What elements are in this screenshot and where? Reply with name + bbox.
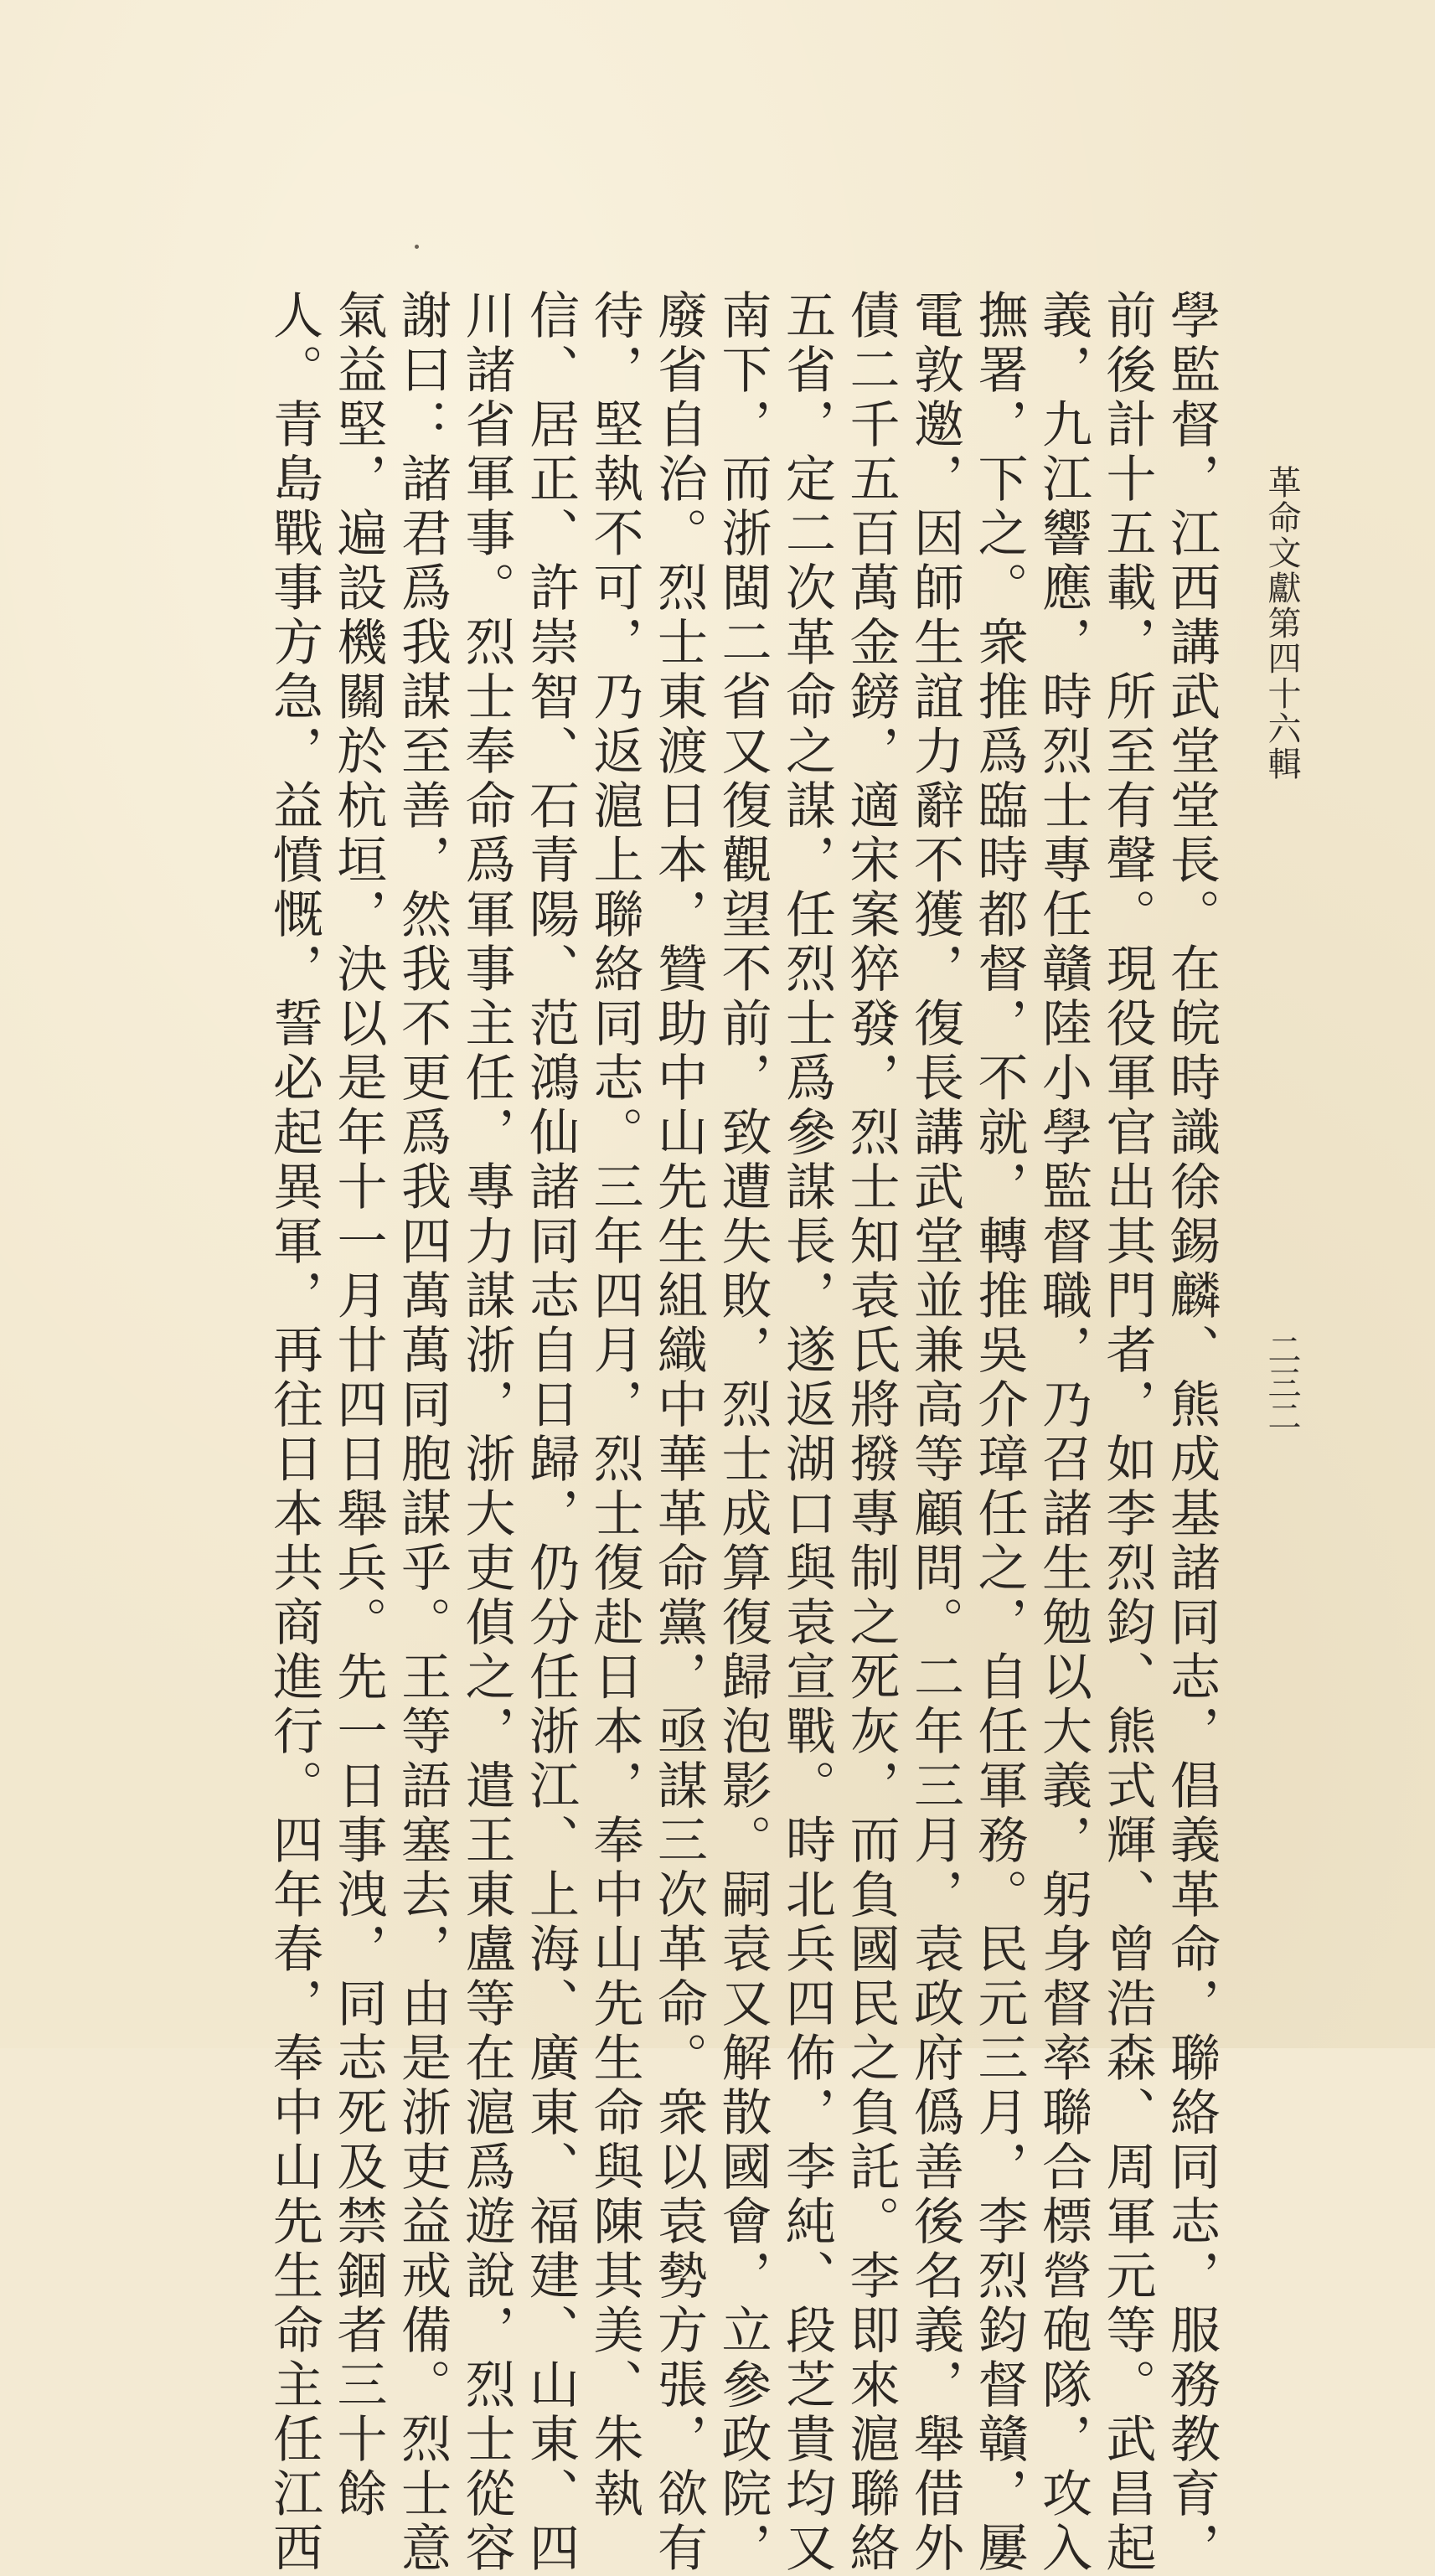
text-column: 南下，而浙閩二省又復觀望不前，致遭失敗，烈士成算復歸泡影。嗣袁又解散國會，立參政院， xyxy=(713,289,772,2576)
text-column: 債二千五百萬金鎊，適宋案猝發，烈士知袁氏將撥專制之死灰，而負國民之負託。李即來滬聯絡 xyxy=(841,289,901,2576)
text-column: 待，堅執不可，乃返滬上聯絡同志。三年四月，烈士復赴日本，奉中山先生命與陳其美、朱執 xyxy=(585,289,644,2522)
text-column: 撫署，下之。衆推爲臨時都督，不就，轉推吳介璋任之，自任軍務。民元三月，李烈鈞督贛，屢 xyxy=(969,289,1029,2576)
text-column: 人。青島戰事方急，益憤慨，誓必起異軍，再往日本共商進行。四年春，奉中山先生命主任江西 xyxy=(265,289,323,2576)
page-number: 二三二 xyxy=(1262,1332,1301,1433)
text-column: 五省，定二次革命之謀，任烈士爲參謀長，遂返湖口與袁宣戰。時北兵四佈，李純、段芝貴均又 xyxy=(777,289,836,2576)
text-column: 川諸省軍事。烈士奉命爲軍事主任，專力謀浙，浙大吏偵之，遣王東盧等在滬爲遊說，烈士從容 xyxy=(457,289,516,2576)
text-column: 前後計十五載，所至有聲。現役軍官出其門者，如李烈鈞、熊式輝、曾浩森、周軍元等。武昌起 xyxy=(1097,289,1157,2576)
text-column: 學監督，江西講武堂堂長。在皖時識徐錫麟、熊成基諸同志，倡義革命，聯絡同志，服務教育， xyxy=(1162,289,1221,2576)
text-column: 廢省自治。烈士東渡日本，贊助中山先生組織中華革命黨，亟謀三次革命。衆以袁勢方張，欲有 xyxy=(649,289,708,2576)
text-column: 義，九江響應，時烈士專任贛陸小學監督職，乃召諸生勉以大義，躬身督率聯合標營砲隊，攻入 xyxy=(1034,289,1092,2576)
text-column: 謝曰：諸君爲我謀至善，然我不更爲我四萬萬同胞謀乎。王等語塞去，由是浙吏益戒備。烈士意 xyxy=(393,289,452,2576)
text-column: 氣益堅，遍設機關於杭垣，決以是年十一月廿四日舉兵。先一日事洩，同志死及禁錮者三十餘 xyxy=(328,289,388,2522)
running-head: 革命文獻第四十六輯 xyxy=(1262,465,1301,782)
text-column: 電敦邀，因師生誼力辭不獲，復長講武堂並兼高等顧問。二年三月，袁政府僞善後名義，舉借外 xyxy=(906,289,964,2576)
body-text xyxy=(265,289,1223,2576)
text-column: 信、居正、許崇智、石青陽、范鴻仙諸同志自日歸，仍分任浙江、上海、廣東、福建、山東、四 xyxy=(521,289,580,2576)
ink-speck xyxy=(415,245,419,249)
